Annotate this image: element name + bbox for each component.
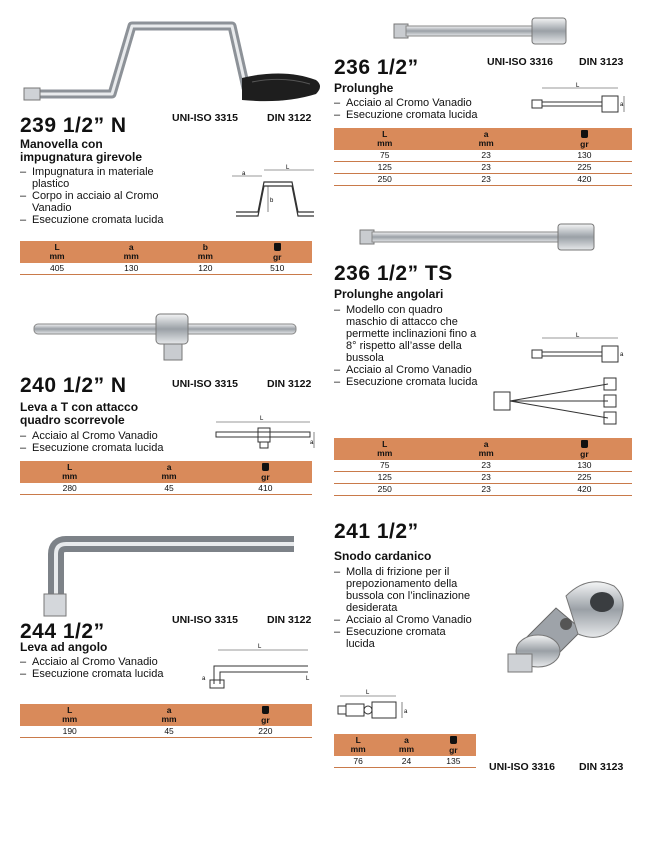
standard-din: DIN 3122 [267, 112, 312, 124]
product-title: Prolunghe angolari [334, 287, 444, 301]
feature-list [20, 656, 190, 680]
product-code: 236 1/2” [334, 56, 419, 79]
extension-bar-image [394, 12, 574, 52]
feature-item: – Corpo in acciaio al Cromo Vanadio [20, 190, 190, 214]
table-row: 76 24 135 [334, 756, 476, 768]
product-title: Manovella con impugnatura girevole [20, 137, 143, 164]
standard-uni: UNI-ISO 3315 [172, 112, 238, 124]
weight-icon [274, 243, 281, 251]
weight-icon [581, 130, 588, 138]
feature-item: – Esecuzione cromata lucida [334, 109, 534, 121]
svg-text:L: L [576, 333, 580, 339]
svg-text:a: a [202, 676, 206, 682]
feature-list [20, 166, 190, 226]
angle-inclination-diagram [490, 376, 630, 428]
feature-item: – Esecuzione cromata lucida [334, 626, 474, 650]
product-title: Prolunghe [334, 81, 394, 95]
standard-uni: UNI-ISO 3315 [172, 614, 238, 626]
product-title: Leva ad angolo [20, 640, 108, 654]
feature-item: – Esecuzione cromata lucida [20, 668, 190, 680]
svg-text:a: a [242, 171, 246, 177]
svg-text:L: L [260, 416, 264, 422]
feature-item: – Impugnatura in materiale plastico [20, 166, 190, 190]
angled-extension-dimension-diagram [528, 334, 628, 370]
product-code: 236 1/2” TS [334, 262, 453, 285]
table-row: 125 23 225 [334, 162, 632, 174]
product-code: 240 1/2” N [20, 374, 127, 397]
extension-dimension-diagram [528, 84, 628, 120]
standard-din: DIN 3122 [267, 614, 312, 626]
feature-item: – Acciaio al Cromo Vanadio [20, 656, 190, 668]
svg-text:L: L [258, 644, 262, 650]
feature-list [20, 430, 210, 454]
spec-table: L mm a mm b mm gr 405 130 120 510 [20, 241, 312, 275]
angle-lever-dimension-diagram [200, 644, 316, 692]
table-row: 250 23 420 [334, 484, 632, 496]
crank-handle-image [24, 14, 334, 124]
standard-uni: UNI-ISO 3316 [487, 56, 553, 68]
table-row: 405 130 120 510 [20, 263, 312, 275]
angled-extension-image [360, 222, 600, 252]
weight-icon [450, 736, 457, 744]
feature-item: – Acciaio al Cromo Vanadio [334, 364, 484, 376]
universal-joint-image [478, 568, 638, 678]
table-row: 280 45 410 [20, 483, 312, 495]
product-code: 244 1/2” [20, 620, 105, 643]
product-code: 241 1/2” [334, 520, 419, 543]
table-row: 190 45 220 [20, 726, 312, 738]
feature-item: – Acciaio al Cromo Vanadio [334, 614, 474, 626]
standard-uni: UNI-ISO 3316 [489, 761, 555, 773]
t-bar-image [34, 310, 304, 366]
svg-text:a: a [310, 440, 314, 446]
feature-item: – Acciaio al Cromo Vanadio [20, 430, 210, 442]
svg-text:a: a [404, 709, 408, 715]
feature-list [334, 304, 484, 388]
crank-dimension-diagram [228, 164, 318, 230]
svg-text:L: L [366, 690, 370, 696]
svg-text:a: a [620, 102, 624, 108]
table-row: 75 23 130 [334, 460, 632, 472]
standard-din: DIN 3123 [579, 761, 624, 773]
feature-item: – Molla di frizione per il prepozionamento della bussola con l’inclinazione desiderata [334, 566, 474, 614]
standard-din: DIN 3122 [267, 378, 312, 390]
table-row: 250 23 420 [334, 174, 632, 186]
standard-din: DIN 3123 [579, 56, 624, 68]
feature-item: – Acciaio al Cromo Vanadio [334, 97, 534, 109]
spec-table: L mm a mm gr 76 24 135 [334, 734, 476, 768]
svg-text:L: L [306, 676, 310, 682]
t-bar-dimension-diagram [214, 414, 318, 454]
spec-table: L mm a mm gr 75 23 130 125 23 225 250 23 420 [334, 438, 632, 496]
table-row: 125 23 225 [334, 472, 632, 484]
joint-dimension-diagram [334, 690, 414, 728]
weight-icon [581, 440, 588, 448]
svg-text:b: b [270, 198, 274, 204]
spec-table: L mm a mm gr 75 23 130 125 23 225 250 23 420 [334, 128, 632, 186]
feature-list [334, 566, 474, 650]
svg-text:a: a [620, 352, 624, 358]
weight-icon [262, 463, 269, 471]
feature-item: – Esecuzione cromata lucida [20, 214, 190, 226]
svg-text:L: L [286, 165, 290, 171]
feature-list [334, 97, 534, 121]
product-title: Snodo cardanico [334, 549, 432, 563]
spec-table: L mm a mm gr 190 45 220 [20, 704, 312, 738]
spec-table: L mm a mm gr 280 45 410 [20, 461, 312, 495]
feature-item: – Esecuzione cromata lucida [334, 376, 484, 388]
feature-item: – Esecuzione cromata lucida [20, 442, 210, 454]
product-code: 239 1/2” N [20, 114, 127, 137]
feature-item: – Modello con quadro maschio di attacco che permette inclinazioni fino a 8° rispetto all’asse della bussola [334, 304, 484, 364]
standard-uni: UNI-ISO 3315 [172, 378, 238, 390]
angle-lever-image [38, 534, 300, 618]
product-title: Leva a T con attacco quadro scorrevole [20, 400, 139, 427]
svg-text:L: L [576, 83, 580, 89]
table-row: 75 23 130 [334, 150, 632, 162]
weight-icon [262, 706, 269, 714]
